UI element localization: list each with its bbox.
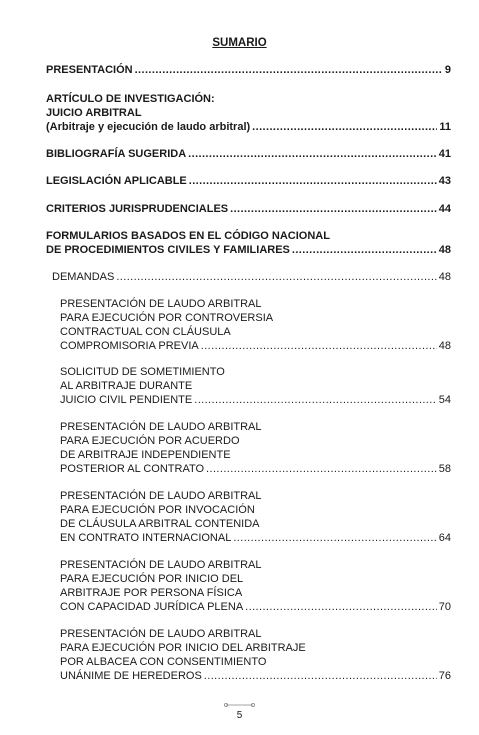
dot-leader: [194, 393, 437, 407]
toc-entry-line: JUICIO ARBITRAL: [46, 107, 142, 119]
toc-entry-line: SOLICITUD DE SOMETIMIENTO: [60, 366, 225, 378]
dot-leader: [233, 531, 436, 545]
dot-leader: [204, 669, 437, 683]
toc-entry-line: PRESENTACIÓN DE LAUDO ARBITRAL: [60, 490, 262, 502]
toc-entry-formulario-3[interactable]: [60, 420, 451, 476]
dot-leader: [135, 63, 443, 77]
toc-entry-label: EN CONTRATO INTERNACIONAL: [60, 532, 232, 544]
toc-entry-line: PRESENTACIÓN DE LAUDO ARBITRAL: [60, 421, 262, 433]
toc-entry-label: UNÁNIME DE HEREDEROS: [60, 670, 202, 682]
toc-entry-formulario-2[interactable]: [60, 365, 451, 407]
toc-page-number: 48: [438, 244, 451, 256]
toc-entry-criterios[interactable]: [46, 202, 451, 216]
toc-entry-formulario-1[interactable]: [60, 297, 451, 353]
toc-page-number: 43: [438, 175, 451, 187]
toc-entry-label: LEGISLACIÓN APLICABLE: [46, 175, 187, 187]
toc-page-number: 64: [438, 532, 451, 544]
dot-leader: [245, 600, 437, 614]
toc-entry-bibliografia[interactable]: [46, 147, 451, 161]
toc-entry-line: POR ALBACEA CON CONSENTIMIENTO: [60, 656, 267, 668]
toc-entry-line: AL ARBITRAJE DURANTE: [60, 380, 193, 392]
toc-entry-formularios[interactable]: [46, 229, 451, 257]
dot-leader: [292, 243, 437, 257]
toc-entry-formulario-4[interactable]: [60, 489, 451, 545]
toc-entry-label: BIBLIOGRAFÍA SUGERIDA: [46, 148, 187, 160]
toc-entry-formulario-6[interactable]: [60, 627, 451, 683]
toc-entry-line: PARA EJECUCIÓN POR INVOCACIÓN: [60, 504, 255, 516]
toc-page-number: 70: [438, 601, 451, 613]
toc-page-number: 48: [438, 340, 451, 352]
toc-entry-label: PRESENTACIÓN: [46, 64, 133, 76]
toc-entry-line: FORMULARIOS BASADOS EN EL CÓDIGO NACIONAL: [46, 230, 330, 242]
toc-entry-formulario-5[interactable]: [60, 558, 451, 614]
dot-leader: [230, 202, 437, 216]
toc-page-number: 9: [444, 64, 451, 76]
toc-page-number: 76: [438, 670, 451, 682]
toc-entry-label: CON CAPACIDAD JURÍDICA PLENA: [60, 601, 244, 613]
toc-entry-label: (Arbitraje y ejecución de laudo arbitral): [46, 121, 251, 133]
toc-entry-line: PARA EJECUCIÓN POR ACUERDO: [60, 435, 240, 447]
toc-entry-line: DE ARBITRAJE INDEPENDIENTE: [60, 449, 231, 461]
toc-entry-label: CRITERIOS JURISPRUDENCIALES: [46, 203, 229, 215]
toc-entry-line: ARTÍCULO DE INVESTIGACIÓN:: [46, 93, 215, 105]
toc-entry-articulo[interactable]: [46, 92, 451, 134]
toc-entry-label: DEMANDAS: [52, 271, 115, 283]
toc-entry-line: CONTRACTUAL CON CLÁUSULA: [60, 326, 231, 338]
toc-entry-label: JUICIO CIVIL PENDIENTE: [60, 394, 193, 406]
toc-page-number: 44: [438, 203, 451, 215]
toc-entry-line: PARA EJECUCIÓN POR CONTROVERSIA: [60, 312, 274, 324]
toc-entry-demandas[interactable]: [52, 270, 451, 284]
toc-entry-presentacion[interactable]: [46, 63, 451, 77]
toc-entry-label: POSTERIOR AL CONTRATO: [60, 463, 205, 475]
toc-page-number: 58: [438, 463, 451, 475]
dot-leader: [252, 120, 437, 134]
page-number: 5: [236, 710, 243, 721]
toc-entry-legislacion[interactable]: [46, 174, 451, 188]
dot-leader: [206, 462, 437, 476]
dot-leader: [116, 270, 436, 284]
toc-page-number: 11: [439, 121, 451, 133]
toc-entry-label: COMPROMISORIA PREVIA: [60, 340, 199, 352]
toc-entry-line: PARA EJECUCIÓN POR INICIO DEL: [60, 573, 244, 585]
toc-entry-line: PRESENTACIÓN DE LAUDO ARBITRAL: [60, 298, 262, 310]
toc-page-number: 48: [438, 271, 451, 283]
dot-leader: [188, 147, 437, 161]
toc-entry-line: ARBITRAJE POR PERSONA FÍSICA: [60, 587, 243, 599]
toc-entry-line: PRESENTACIÓN DE LAUDO ARBITRAL: [60, 559, 262, 571]
dot-leader: [201, 339, 437, 353]
toc-entry-line: PARA EJECUCIÓN POR INICIO DEL ARBITRAJE: [60, 642, 306, 654]
toc-page-number: 54: [438, 394, 451, 406]
toc-entry-line: DE CLÁUSULA ARBITRAL CONTENIDA: [60, 518, 260, 530]
dot-leader: [189, 174, 437, 188]
toc-page-number: 41: [438, 148, 451, 160]
toc-entry-line: PRESENTACIÓN DE LAUDO ARBITRAL: [60, 628, 262, 640]
toc-entry-label: DE PROCEDIMIENTOS CIVILES Y FAMILIARES: [46, 244, 290, 256]
page-ornament: [0, 701, 479, 709]
page-title: SUMARIO: [212, 37, 267, 49]
